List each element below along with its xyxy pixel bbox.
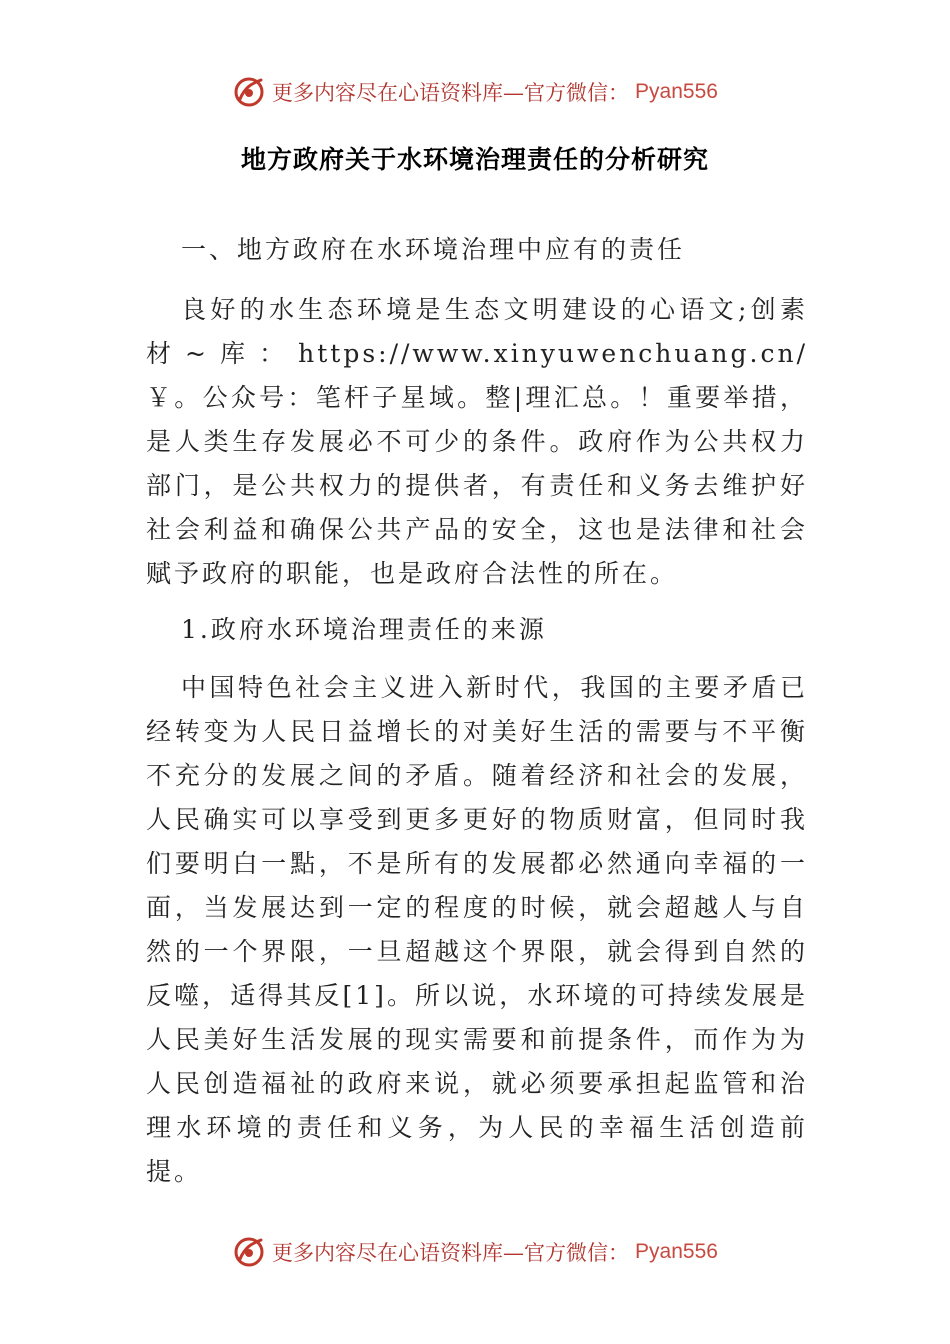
paragraph-1: 良好的水生态环境是生态文明建设的心语文;创素材~库：https://www.xinyuwenchuang.cn/￥。公众号：笔杆子星域。整|理汇总。！重要举措，是人类生存发展必不可少的条件。政府作为公共权力部门，是公共权力的提供者，有责任和义务去维护好社会利益和确保公共产品的安全，这也是法律和社会赋予政府的职能，也是政府合法性的所在。	[146, 295, 808, 588]
watermark-text: 更多内容尽在心语资料库—官方微信：	[272, 81, 630, 105]
document-title: 地方政府关于水环境治理责任的分析研究	[240, 145, 709, 174]
watermark-text: 更多内容尽在心语资料库—官方微信：	[272, 1241, 630, 1265]
watermark-wechat-id: Pyan556	[635, 1240, 718, 1263]
logo-icon	[232, 75, 266, 109]
footer-watermark	[0, 1232, 950, 1272]
section-heading: 一、地方政府在水环境治理中应有的责任	[181, 235, 686, 264]
logo-icon	[232, 1235, 266, 1269]
header-watermark	[0, 72, 950, 112]
document-body	[146, 228, 808, 1206]
paragraph-2: 中国特色社会主义进入新时代，我国的主要矛盾已经转变为人民日益增长的对美好生活的需要与不平衡不充分的发展之间的矛盾。随着经济和社会的发展，人民确实可以享受到更多更好的物质财富，但同时我们要明白一點，不是所有的发展都必然通向幸福的一面，当发展达到一定的程度的时候，就会超越人与自然的一个界限，一旦超越这个界限，就会得到自然的反噬，适得其反[1]。所以说，水环境的可持续发展是人民美好生活发展的现实需要和前提条件，而作为为人民创造福祉的政府来说，就必须要承担起监管和治理水环境的责任和义务，为人民的幸福生活创造前提。	[146, 673, 808, 1186]
subheading-1: 1.政府水环境治理责任的来源	[181, 615, 547, 644]
watermark-wechat-id: Pyan556	[635, 80, 718, 103]
